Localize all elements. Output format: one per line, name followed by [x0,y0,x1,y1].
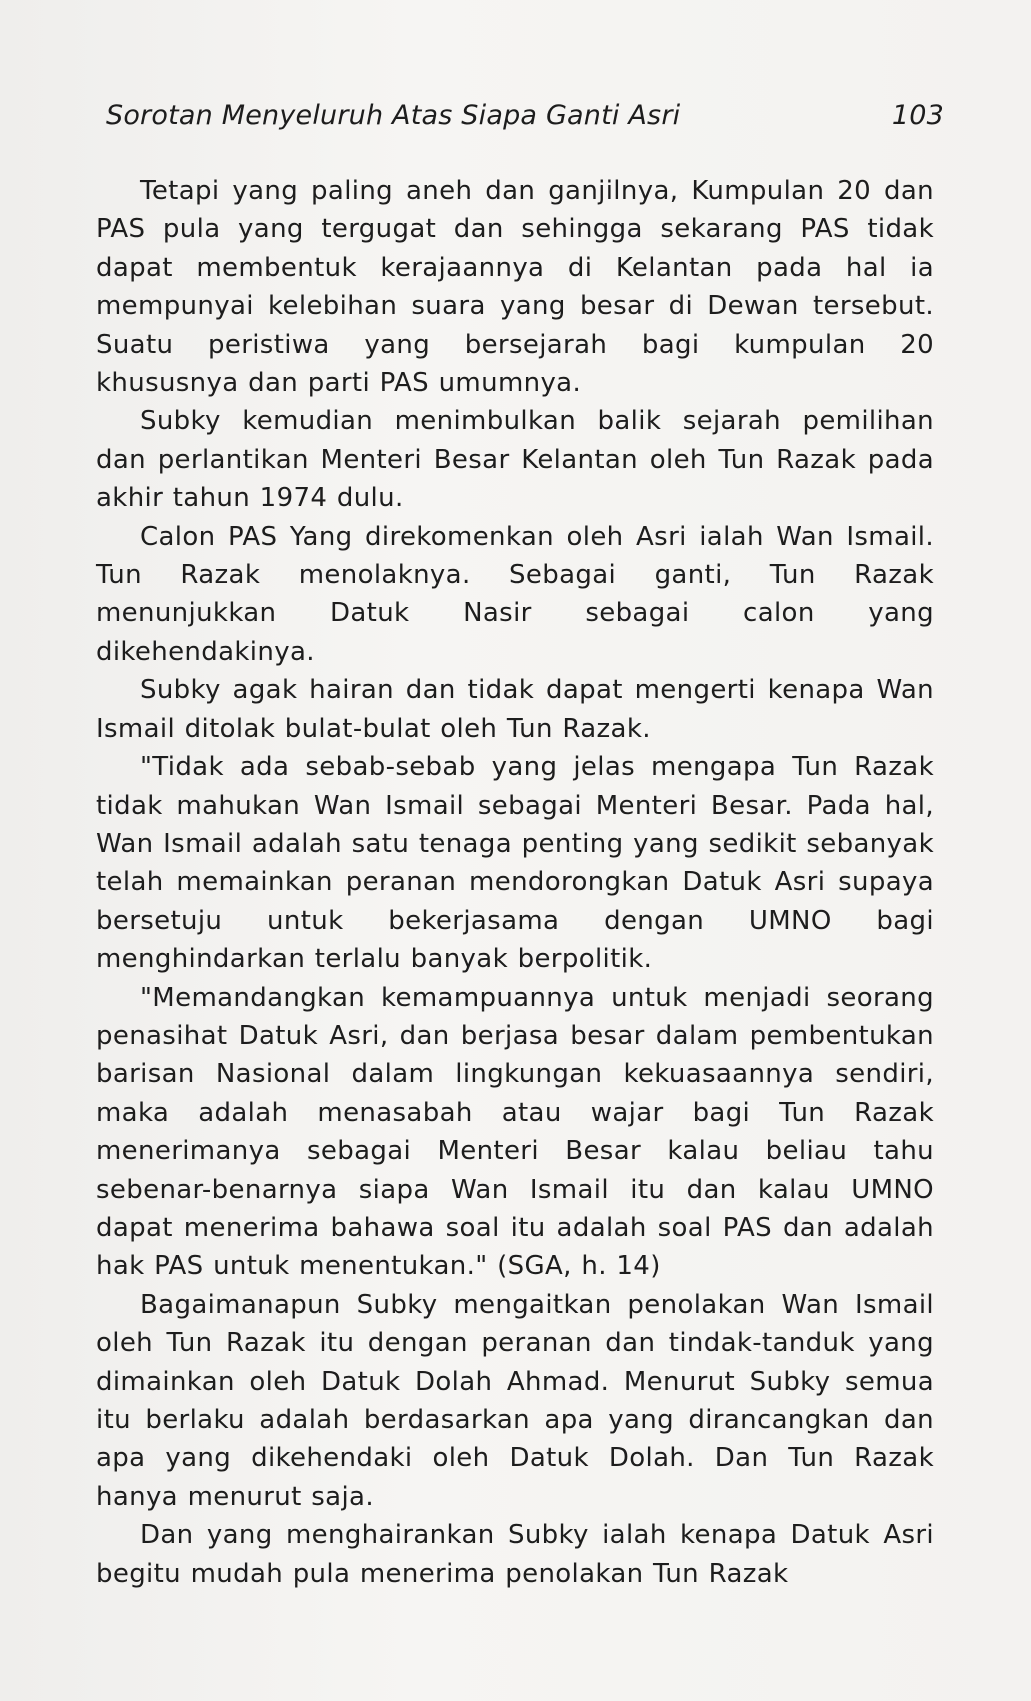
running-title: Sorotan Menyeluruh Atas Siapa Ganti Asri [106,100,681,131]
running-head [106,96,944,136]
paragraph-3: Calon PAS Yang direkomenkan oleh Asri ialah Wan Ismail. Tun Razak menolaknya. Sebagai ganti, Tun Razak menunjukkan Datuk Nasir sebagai calon yang dikehendakinya. [96,521,934,667]
paragraph-7: Bagaimanapun Subky mengaitkan penolakan Wan Ismail oleh Tun Razak itu dengan peranan dan tindak-tanduk yang dimainkan oleh Datuk Dolah Ahmad. Menurut Subky semua itu berlaku adalah berdasarkan apa yang dirancangkan dan apa yang dikehendaki oleh Datuk Dolah. Dan Tun Razak hanya menurut saja. [96,1289,934,1512]
paragraph-6: "Memandangkan kemampuannya untuk menjadi seorang penasihat Datuk Asri, dan berjasa besar dalam pembentukan barisan Nasional dalam lingkungan kekuasaannya sendiri, maka adalah menasabah atau wajar bagi Tun Razak menerimanya sebagai Menteri Besar kalau beliau tahu sebenar-benarnya siapa Wan Ismail itu dan kalau UMNO dapat menerima bahawa soal itu adalah soal PAS dan adalah hak PAS untuk menentukan." (SGA, h. 14) [96,982,934,1282]
page-number: 103 [891,100,944,131]
paragraph-2: Subky kemudian menimbulkan balik sejarah pemilihan dan perlantikan Menteri Besar Kelantan oleh Tun Razak pada akhir tahun 1974 dulu. [96,406,934,514]
paragraph-1: Tetapi yang paling aneh dan ganjilnya, Kumpulan 20 dan PAS pula yang tergugat dan sehingga sekarang PAS tidak dapat membentuk kerajaannya di Kelantan pada hal ia mempunyai kelebihan suara yang besar di Dewan tersebut. Suatu peristiwa yang bersejarah bagi kumpulan 20 khususnya dan parti PAS umumnya. [96,176,934,399]
paragraph-5: "Tidak ada sebab-sebab yang jelas mengapa Tun Razak tidak mahukan Wan Ismail sebagai Menteri Besar. Pada hal, Wan Ismail adalah satu tenaga penting yang sedikit sebanyak telah memainkan peranan mendorongkan Datuk Asri supaya bersetuju untuk bekerjasama dengan UMNO bagi menghindarkan terlalu banyak berpolitik. [96,752,934,975]
paragraph-8: Dan yang menghairankan Subky ialah kenapa Datuk Asri begitu mudah pula menerima penolakan Tun Razak [96,1520,934,1589]
body-text [96,172,934,1593]
paragraph-4: Subky agak hairan dan tidak dapat mengerti kenapa Wan Ismail ditolak bulat-bulat oleh Tun Razak. [96,675,934,744]
